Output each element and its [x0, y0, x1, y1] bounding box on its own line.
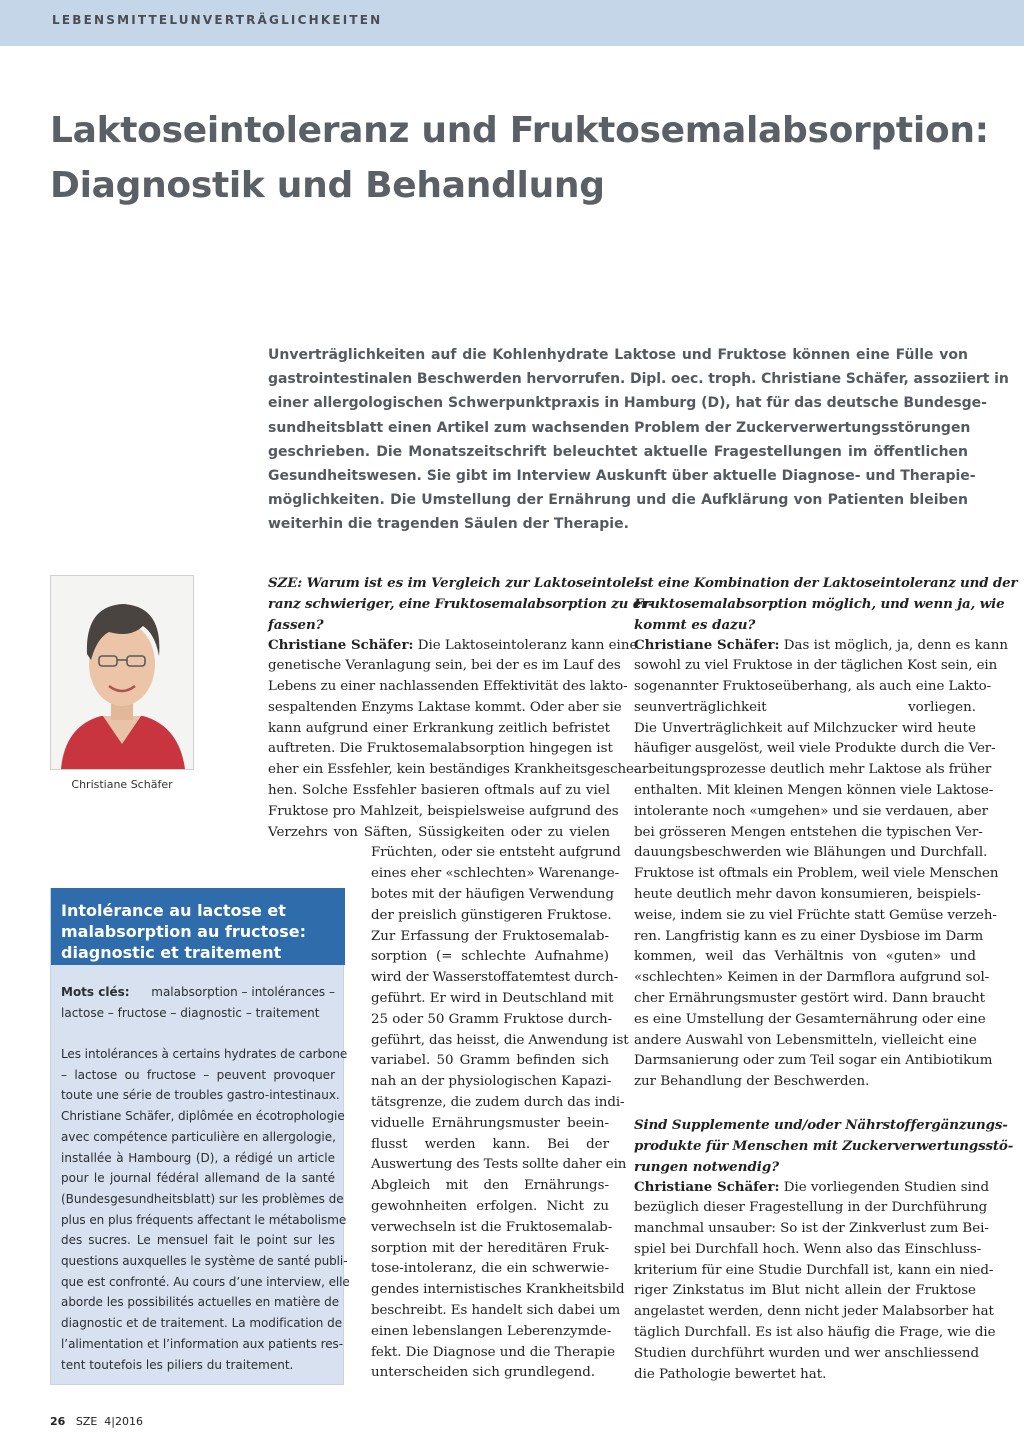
col2-answer-2-start	[634, 1177, 989, 1199]
summary-body-line: que est confronté. Au cours d’une interview, elle	[61, 1274, 350, 1289]
lead-line: gastrointestinalen Beschwerden hervorrufen. Dipl. oec. troph. Christiane Schäfer, assoziiert in	[268, 371, 1009, 388]
answer-line: wird der Wasserstoffatemtest durch-	[371, 970, 619, 986]
answer-line	[634, 635, 1008, 657]
answer-line: Die Unverträglichkeit auf Milchzucker wird heute	[634, 720, 976, 736]
answer-line: kann aufgrund einer Erkrankung zeitlich befristet	[268, 720, 610, 736]
page-footer	[50, 1415, 143, 1428]
answer-line: riger Zinkstatus im Blut nicht allein der Fruktose	[634, 1283, 976, 1299]
answer-line: sorption mit der hereditären Fruk-	[371, 1240, 609, 1256]
col2-question-1	[634, 573, 1018, 635]
answer-line: enthalten. Mit kleinen Mengen können viele Laktose-	[634, 782, 994, 798]
summary-body-line: l’alimentation et l’information aux patients res-	[61, 1336, 344, 1351]
answer-line: manchmal unsauber: So ist der Zinkverlust zum Bei-	[634, 1220, 989, 1236]
lead-line: geschrieben. Die Monatszeitschrift beleuchtet aktuelle Fragestellungen im öffentlichen	[268, 443, 968, 460]
answer-line: ren. Langfristig kann es zu einer Dysbiose im Darm	[634, 928, 984, 944]
summary-body-line: tent toutefois les piliers du traitement.	[61, 1357, 294, 1372]
answer-line: arbeitungsprozesse deutlich mehr Laktose als früher	[634, 762, 992, 778]
answer-line: gewohnheiten erfolgen. Nicht zu	[371, 1198, 609, 1214]
answer-line: andere Auswahl von Lebensmitteln, vielleicht eine	[634, 1032, 977, 1048]
answer-line: täglich Durchfall. Es ist also häufig die Frage, wie die	[634, 1324, 996, 1340]
answer-line: fekt. Die Diagnose und die Therapie	[371, 1344, 615, 1360]
summary-title-line: malabsorption au fructose:	[61, 922, 307, 941]
keywords-label: Mots clés:	[61, 985, 130, 999]
answer-line: bei grösseren Mengen entstehen die typischen Ver-	[634, 824, 983, 840]
answer-line: genetische Veranlagung sein, bei der es im Lauf des	[268, 658, 621, 674]
answer-line: Früchten, oder sie entsteht aufgrund	[371, 845, 621, 861]
answer-line: hen. Solche Essfehler basieren oftmals auf zu viel	[268, 782, 610, 798]
answer-line: kriterium für eine Studie Durchfall ist, kann ein nied-	[634, 1262, 994, 1278]
lead-line: einer allergologischen Schwerpunktpraxis in Hamburg (D), hat für das deutsche Bundesge-	[268, 395, 987, 412]
answer-line: cher Ernährungsmuster gestört wird. Dann braucht	[634, 990, 985, 1006]
answer-line: nah an der physiologischen Kapazi-	[371, 1074, 612, 1090]
lead-line: Unverträglichkeiten auf die Kohlenhydrate Laktose und Fruktose können eine Fülle von	[268, 347, 968, 363]
question-line: SZE: Warum ist es im Vergleich zur Laktoseintole-	[268, 575, 640, 591]
answer-line: viduelle Ernährungsmuster beein-	[371, 1115, 609, 1131]
speaker-name: Christiane Schäfer:	[634, 1179, 780, 1196]
answer-line: beschreibt. Es handelt sich dabei um	[371, 1302, 621, 1318]
answer-line: einen lebenslangen Leberenzymde-	[371, 1323, 612, 1339]
speaker-name: Christiane Schäfer:	[268, 637, 414, 654]
answer-line: Fruktose ist oftmals ein Problem, weil viele Menschen	[634, 866, 999, 882]
answer-line: geführt. Er wird in Deutschland mit	[371, 990, 614, 1006]
answer-line: geführt, das heisst, die Anwendung ist	[371, 1032, 629, 1048]
answer-line: sespaltenden Enzyms Laktase kommt. Oder aber sie	[268, 699, 622, 715]
answer-line: seunverträglichkeit vorliegen.	[634, 699, 976, 715]
keywords-list: malabsorption – intolérances –	[151, 985, 335, 999]
summary-body-line: des sucres. Le mensuel fait le point sur les	[61, 1233, 335, 1248]
question-line: Ist eine Kombination der Laktoseintoleranz und der	[634, 575, 1018, 591]
summary-body-line: questions auxquelles le système de santé publi-	[61, 1254, 348, 1269]
summary-body	[61, 1044, 350, 1375]
photo-caption: Christiane Schäfer	[71, 778, 173, 791]
answer-line: variabel. 50 Gramm befinden sich	[371, 1053, 609, 1069]
summary-title-line: diagnostic et traitement	[61, 943, 282, 962]
question-line: fassen?	[268, 616, 324, 633]
lead-paragraph	[268, 343, 1009, 537]
answer-line: sorption (= schlechte Aufnahme)	[371, 949, 609, 965]
answer-line: Zur Erfassung der Fruktosemalab-	[371, 928, 609, 944]
answer-line: Verzehrs von Säften, Süssigkeiten oder zu vielen	[268, 824, 610, 840]
answer-line: Lebens zu einer nachlassenden Effektivität des lakto-	[268, 678, 628, 694]
answer-line: es eine Umstellung der Gesamternährung oder eine	[634, 1011, 986, 1027]
answer-line: zur Behandlung der Beschwerden.	[634, 1074, 870, 1090]
answer-line: Abgleich mit den Ernährungs-	[371, 1178, 609, 1194]
section-header-bar	[0, 0, 1024, 46]
answer-line	[634, 1177, 989, 1199]
col2-answer-1	[634, 656, 999, 1093]
answer-line: Darmsanierung oder zum Teil sogar ein Antibiotikum	[634, 1053, 993, 1069]
answer-line: Fruktose pro Mahlzeit, beispielsweise aufgrund des	[268, 803, 619, 819]
col2-answer-2	[634, 1198, 996, 1385]
question-line: kommt es dazu?	[634, 616, 756, 633]
answer-line: verwechseln ist die Fruktosemalab-	[371, 1219, 613, 1235]
answer-line: «schlechten» Keimen in der Darmflora aufgrund sol-	[634, 970, 990, 986]
answer-line: auftreten. Die Fruktosemalabsorption hingegen ist	[268, 741, 613, 757]
speaker-name: Christiane Schäfer:	[634, 637, 780, 654]
answer-line: bezüglich dieser Fragestellung in der Durchführung	[634, 1200, 988, 1216]
summary-body-line: (Bundesgesundheitsblatt) sur les problèmes de	[61, 1191, 344, 1206]
answer-text: Das ist möglich, ja, denn es kann	[779, 638, 1008, 654]
lead-line: sundheitsblatt einen Artikel zum wachsenden Problem der Zuckerverwertungsstörungen	[268, 419, 971, 436]
answer-line: intolerante noch «umgehen» und sie verdauen, aber	[634, 803, 988, 819]
answer-line: eines eher «schlechten» Warenange-	[371, 866, 620, 882]
question-line: rungen notwendig?	[634, 1158, 780, 1175]
summary-body-line: – lactose ou fructose – peuvent provoquer	[61, 1067, 335, 1082]
answer-line: botes mit der häufigen Verwendung	[371, 886, 614, 902]
answer-line: spiel bei Durchfall hoch. Wenn also das Einschluss-	[634, 1241, 982, 1257]
question-line: Fruktosemalabsorption möglich, und wenn ja, wie	[634, 595, 1005, 612]
title-line: Diagnostik und Behandlung	[50, 165, 605, 206]
question-line: Sind Supplemente und/oder Nährstoffergänzungs-	[634, 1117, 1008, 1133]
answer-line: sogenannter Fruktoseüberhang, als auch eine Lakto-	[634, 678, 992, 694]
answer-line: tätsgrenze, die zudem durch das indi-	[371, 1094, 625, 1110]
col2-question-2	[634, 1115, 1014, 1177]
summary-body-line: Les intolérances à certains hydrates de carbone	[61, 1047, 348, 1061]
answer-text: Die Laktoseintoleranz kann eine	[413, 638, 638, 654]
french-summary-box	[50, 888, 350, 1385]
keywords	[61, 982, 335, 1023]
summary-body-line: installée à Hambourg (D), a rédigé un article	[61, 1150, 335, 1165]
title-line: Laktoseintoleranz und Fruktosemalabsorption:	[50, 110, 989, 151]
answer-line: tose-intoleranz, die ein schwerwie-	[371, 1261, 609, 1277]
journal-name: SZE	[75, 1415, 98, 1428]
answer-line: kommen, weil das Verhältnis von «guten» und	[634, 949, 976, 965]
answer-line: eher ein Essfehler, kein beständiges Krankheitsgesche-	[268, 762, 639, 778]
answer-line: Auswertung des Tests sollte daher ein	[371, 1157, 627, 1173]
answer-line: flusst werden kann. Bei der	[371, 1136, 609, 1152]
lead-line: weiterhin die tragenden Säulen der Therapie.	[268, 516, 629, 533]
issue-number: 4|2016	[104, 1415, 143, 1428]
answer-line: 25 oder 50 Gramm Fruktose durch-	[371, 1011, 613, 1027]
answer-line: sowohl zu viel Fruktose in der täglichen Kost sein, ein	[634, 658, 998, 674]
summary-body-line: aborde les possibilités actuelles en matière de	[61, 1295, 340, 1310]
author-photo	[50, 575, 194, 770]
page-number: 26	[50, 1415, 66, 1428]
lead-line: Gesundheitswesen. Sie gibt im Interview Auskunft über aktuelle Diagnose- und Therapie-	[268, 468, 976, 485]
keywords-line: lactose – fructose – diagnostic – traitement	[61, 1005, 320, 1020]
question-line: produkte für Menschen mit Zuckerverwertungsstö-	[634, 1137, 1014, 1154]
answer-line: angelastet werden, denn nicht jeder Malabsorber hat	[634, 1304, 994, 1320]
question-line: ranz schwieriger, eine Fruktosemalabsorption zu er-	[268, 595, 654, 612]
answer-line: dauungsbeschwerden wie Blähungen und Durchfall.	[634, 845, 988, 861]
answer-line: der preislich günstigeren Fruktose.	[371, 907, 612, 923]
col2-answer-1-start	[634, 635, 1008, 657]
answer-line: die Pathologie bewertet hat.	[634, 1366, 827, 1382]
summary-title	[61, 900, 335, 963]
answer-line: unterscheiden sich grundlegend.	[371, 1365, 596, 1381]
col1-answer-continued	[371, 843, 629, 1384]
summary-box-header	[51, 888, 345, 965]
answer-line: gendes internistisches Krankheitsbild	[371, 1282, 625, 1298]
answer-line: heute deutlich mehr davon konsumieren, beispiels-	[634, 886, 981, 902]
section-label: LEBENSMITTELUNVERTRÄGLICHKEITEN	[52, 13, 383, 27]
answer-line: häufiger ausgelöst, weil viele Produkte durch die Ver-	[634, 741, 996, 757]
keywords-line	[61, 982, 335, 1003]
summary-body-line: plus en plus fréquents affectant le métabolisme	[61, 1212, 347, 1227]
answer-text: Die vorliegenden Studien sind	[779, 1180, 990, 1196]
summary-body-line: pour le journal fédéral allemand de la santé	[61, 1171, 335, 1186]
summary-title-line: Intolérance au lactose et	[61, 901, 286, 920]
summary-body-line: avec compétence particulière en allergologie,	[61, 1129, 336, 1144]
summary-body-line: Christiane Schäfer, diplômée en écotrophologie	[61, 1109, 345, 1124]
col1-answer-start	[268, 635, 637, 657]
col1-answer	[268, 656, 639, 843]
answer-line: Studien durchführt wurden und wer anschliessend	[634, 1345, 980, 1361]
summary-body-line: toute une série de troubles gastro-intestinaux.	[61, 1088, 340, 1103]
article-title	[50, 103, 990, 213]
answer-line: weise, indem sie zu viel Früchte statt Gemüse verzeh-	[634, 907, 997, 923]
col1-question	[268, 573, 654, 635]
summary-body-line: diagnostic et de traitement. La modification de	[61, 1316, 343, 1331]
lead-line: möglichkeiten. Die Umstellung der Ernährung und die Aufklärung von Patienten bleiben	[268, 492, 968, 509]
answer-line	[268, 635, 637, 657]
